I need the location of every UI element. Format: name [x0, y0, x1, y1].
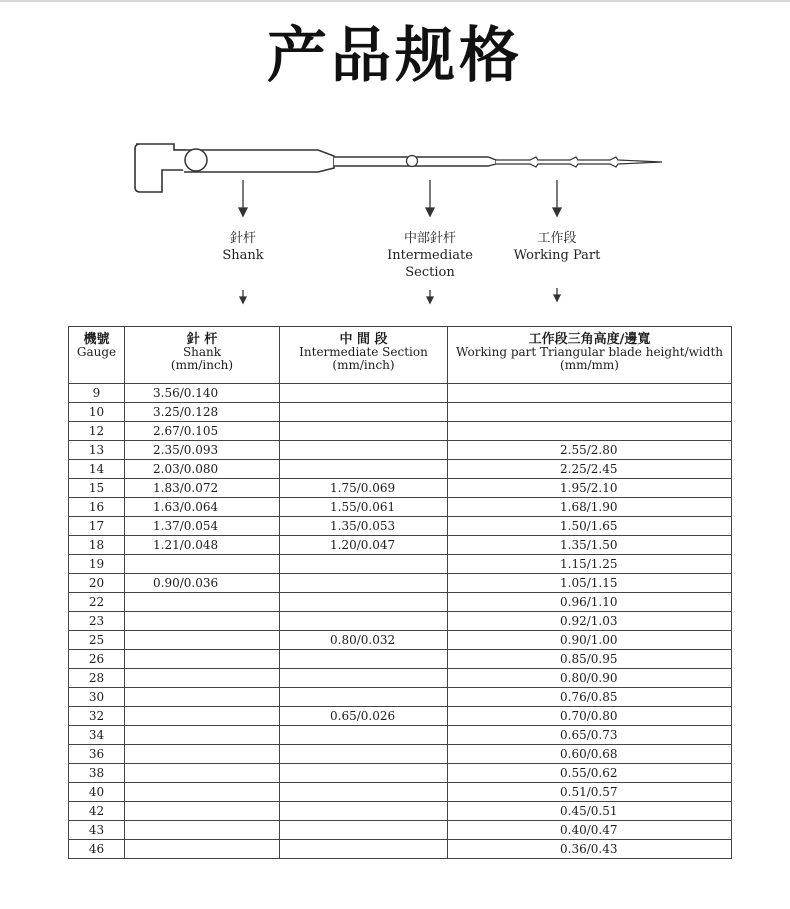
table-row [69, 422, 732, 441]
intermediate-cell: 0.65/0.026 [280, 707, 448, 726]
table-row [69, 460, 732, 479]
working-cell: 1.35/1.50 [448, 536, 732, 555]
gauge-cell: 12 [69, 422, 125, 441]
shank-cell [125, 669, 280, 688]
working-cell: 0.51/0.57 [448, 783, 732, 802]
table-row [69, 536, 732, 555]
intermediate-cell [280, 840, 448, 859]
felting-needle-illustration [0, 100, 790, 315]
working-cell: 0.92/1.03 [448, 612, 732, 631]
gauge-cell: 17 [69, 517, 125, 536]
working-cell: 0.80/0.90 [448, 669, 732, 688]
working-cell: 0.60/0.68 [448, 745, 732, 764]
header-intermediate [280, 327, 448, 384]
table-row [69, 593, 732, 612]
table-row [69, 555, 732, 574]
intermediate-cell: 1.35/0.053 [280, 517, 448, 536]
working-cell: 0.96/1.10 [448, 593, 732, 612]
working-cell: 0.55/0.62 [448, 764, 732, 783]
header-mid-unit: (mm/inch) [332, 358, 395, 372]
table-row [69, 688, 732, 707]
header-shank-unit: (mm/inch) [170, 358, 234, 372]
intermediate-cell [280, 441, 448, 460]
header-gauge-zh: 機號 [83, 332, 110, 347]
header-shank [125, 327, 280, 384]
table-row [69, 517, 732, 536]
intermediate-cell [280, 783, 448, 802]
shank-cell [125, 707, 280, 726]
intermediate-cell [280, 460, 448, 479]
shank-cell [125, 555, 280, 574]
needle-working-part [496, 157, 662, 167]
intermediate-cell [280, 726, 448, 745]
intermediate-cell [280, 574, 448, 593]
intermediate-label-en-1: Intermediate [387, 248, 473, 263]
page-title: 产品规格 [267, 21, 523, 91]
gauge-cell: 25 [69, 631, 125, 650]
gauge-cell: 19 [69, 555, 125, 574]
gauge-cell: 14 [69, 460, 125, 479]
working-cell: 1.68/1.90 [448, 498, 732, 517]
table-row [69, 745, 732, 764]
shank-cell: 0.90/0.036 [125, 574, 280, 593]
working-cell: 2.25/2.45 [448, 460, 732, 479]
gauge-cell: 13 [69, 441, 125, 460]
working-label-zh: 工作段 [537, 231, 577, 246]
shank-cell [125, 631, 280, 650]
intermediate-cell [280, 802, 448, 821]
shank-cell: 1.63/0.064 [125, 498, 280, 517]
table-row [69, 574, 732, 593]
intermediate-cell: 1.20/0.047 [280, 536, 448, 555]
intermediate-cell [280, 764, 448, 783]
working-label-en: Working Part [513, 248, 601, 263]
header-shank-en: Shank [182, 345, 222, 359]
header-gauge-en: Gauge [76, 345, 117, 359]
gauge-cell: 40 [69, 783, 125, 802]
working-cell: 0.70/0.80 [448, 707, 732, 726]
header-working [448, 327, 732, 384]
intermediate-cell [280, 650, 448, 669]
intermediate-cell [280, 403, 448, 422]
shank-cell: 3.56/0.140 [125, 384, 280, 403]
table-row [69, 650, 732, 669]
shank-cell: 2.67/0.105 [125, 422, 280, 441]
needle-diagram [0, 100, 790, 315]
working-cell: 1.05/1.15 [448, 574, 732, 593]
top-divider [0, 0, 790, 2]
shank-cell [125, 802, 280, 821]
intermediate-cell [280, 555, 448, 574]
intermediate-cell [280, 384, 448, 403]
table-row [69, 840, 732, 859]
table-row [69, 764, 732, 783]
intermediate-cell: 1.55/0.061 [280, 498, 448, 517]
gauge-cell: 32 [69, 707, 125, 726]
gauge-cell: 20 [69, 574, 125, 593]
working-cell: 0.85/0.95 [448, 650, 732, 669]
header-mid-zh: 中 間 段 [339, 332, 388, 347]
intermediate-cell [280, 745, 448, 764]
shank-cell [125, 821, 280, 840]
table-row [69, 384, 732, 403]
shank-cell [125, 840, 280, 859]
shank-cell [125, 650, 280, 669]
shank-cell: 2.35/0.093 [125, 441, 280, 460]
gauge-cell: 38 [69, 764, 125, 783]
spec-table-container [68, 326, 731, 859]
intermediate-cell: 1.75/0.069 [280, 479, 448, 498]
intermediate-cell [280, 612, 448, 631]
shank-cell: 3.25/0.128 [125, 403, 280, 422]
working-cell: 0.40/0.47 [448, 821, 732, 840]
gauge-cell: 42 [69, 802, 125, 821]
intermediate-cell [280, 688, 448, 707]
shank-cell [125, 783, 280, 802]
table-row [69, 403, 732, 422]
table-row [69, 498, 732, 517]
working-cell: 0.90/1.00 [448, 631, 732, 650]
gauge-cell: 34 [69, 726, 125, 745]
shank-cell [125, 764, 280, 783]
header-work-unit: (mm/mm) [560, 358, 619, 372]
intermediate-cell: 0.80/0.032 [280, 631, 448, 650]
gauge-cell: 15 [69, 479, 125, 498]
shank-cell [125, 688, 280, 707]
gauge-cell: 16 [69, 498, 125, 517]
shank-label-zh: 針杆 [229, 231, 256, 246]
working-cell: 2.55/2.80 [448, 441, 732, 460]
table-header-row [69, 327, 732, 384]
gauge-cell: 18 [69, 536, 125, 555]
intermediate-label-en-2: Section [405, 265, 455, 280]
gauge-cell: 10 [69, 403, 125, 422]
working-cell [448, 422, 732, 441]
working-label [507, 230, 607, 264]
shank-cell [125, 593, 280, 612]
working-cell: 0.36/0.43 [448, 840, 732, 859]
spec-table-body [69, 384, 732, 859]
table-row [69, 783, 732, 802]
working-cell [448, 403, 732, 422]
shank-cell [125, 745, 280, 764]
gauge-cell: 30 [69, 688, 125, 707]
table-row [69, 612, 732, 631]
gauge-cell: 9 [69, 384, 125, 403]
working-cell: 0.76/0.85 [448, 688, 732, 707]
shank-label-en: Shank [222, 248, 264, 263]
header-work-en: Working part Triangular blade height/width [456, 345, 723, 359]
gauge-cell: 26 [69, 650, 125, 669]
intermediate-hole [407, 156, 418, 167]
gauge-cell: 28 [69, 669, 125, 688]
working-cell: 1.15/1.25 [448, 555, 732, 574]
header-work-zh: 工作段三角高度/邊寬 [528, 332, 651, 347]
table-row [69, 726, 732, 745]
shank-cell [125, 612, 280, 631]
header-mid-en: Intermediate Section [299, 345, 428, 359]
table-row [69, 821, 732, 840]
intermediate-cell [280, 422, 448, 441]
header-gauge [69, 327, 125, 384]
header-shank-zh: 針 杆 [186, 332, 218, 347]
table-row [69, 479, 732, 498]
intermediate-label [380, 230, 480, 281]
table-row [69, 707, 732, 726]
working-cell: 0.45/0.51 [448, 802, 732, 821]
intermediate-cell [280, 821, 448, 840]
working-cell: 1.95/2.10 [448, 479, 732, 498]
intermediate-cell [280, 593, 448, 612]
gauge-cell: 22 [69, 593, 125, 612]
working-cell [448, 384, 732, 403]
gauge-cell: 43 [69, 821, 125, 840]
spec-table [68, 326, 732, 859]
gauge-cell: 23 [69, 612, 125, 631]
table-row [69, 669, 732, 688]
gauge-cell: 46 [69, 840, 125, 859]
table-row [69, 631, 732, 650]
shank-cell: 1.83/0.072 [125, 479, 280, 498]
working-cell: 1.50/1.65 [448, 517, 732, 536]
working-cell: 0.65/0.73 [448, 726, 732, 745]
table-row [69, 441, 732, 460]
shank-cell: 1.37/0.054 [125, 517, 280, 536]
intermediate-cell [280, 669, 448, 688]
shank-cell: 2.03/0.080 [125, 460, 280, 479]
shank-cell [125, 726, 280, 745]
intermediate-label-zh: 中部針杆 [403, 231, 456, 246]
gauge-cell: 36 [69, 745, 125, 764]
shank-cell: 1.21/0.048 [125, 536, 280, 555]
shank-hole [185, 149, 207, 171]
shank-label [203, 230, 283, 264]
table-row [69, 802, 732, 821]
